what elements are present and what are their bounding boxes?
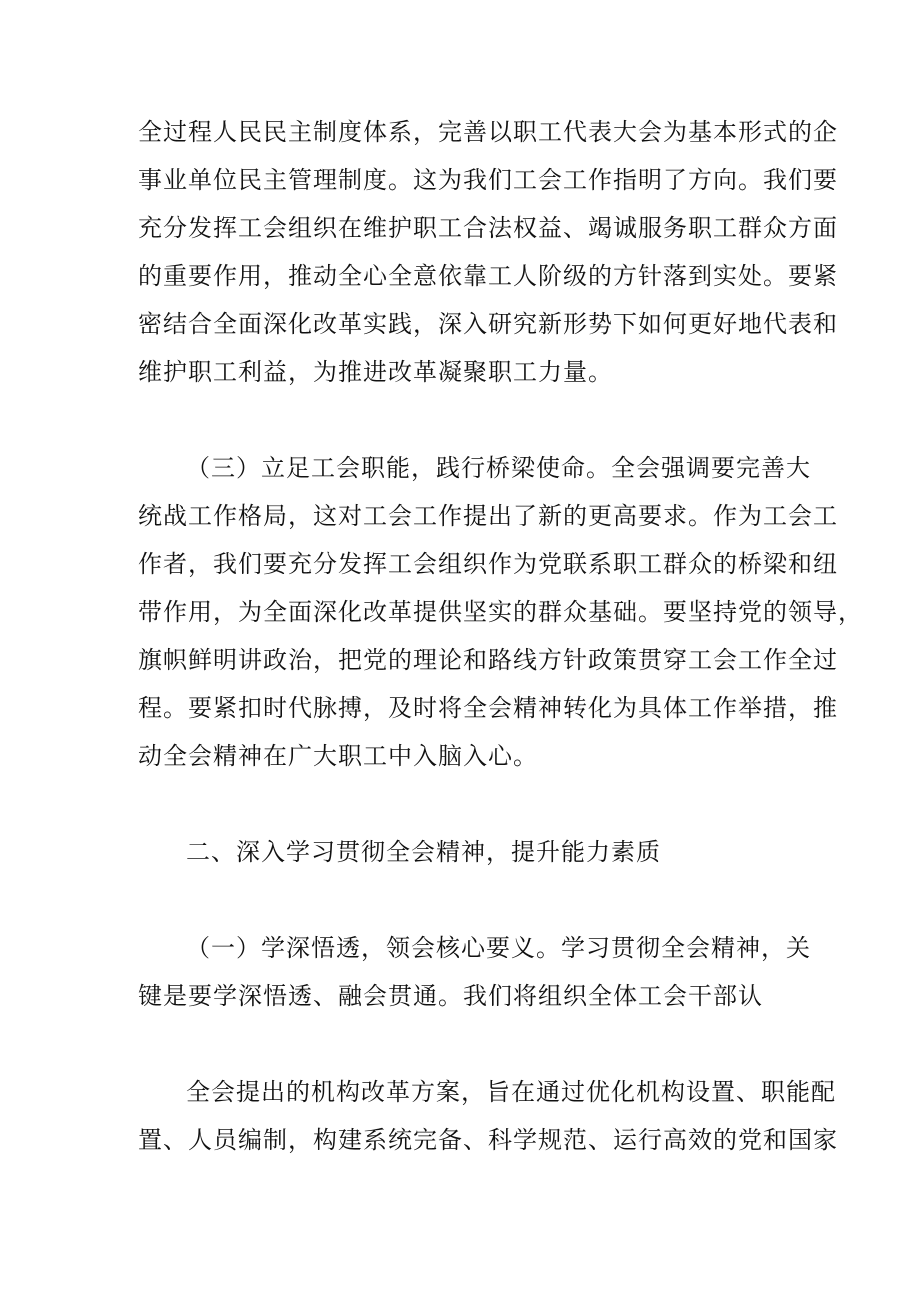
text-line: 程。要紧扣时代脉搏，及时将全会精神转化为具体工作举措，推 [138,694,838,722]
text-line: 全会提出的机构改革方案，旨在通过优化机构设置、职能配 [186,1078,836,1106]
text-line: 密结合全面深化改革实践，深入研究新形势下如何更好地代表和 [138,310,838,338]
heading-line: 二、深入学习贯彻全会精神，提升能力素质 [186,838,661,866]
text-line: 统战工作格局，这对工会工作提出了新的更高要求。作为工会工 [138,502,838,530]
text-line: （一）学深悟透，领会核心要义。学习贯彻全会精神，关 [186,934,811,962]
text-line: 旗帜鲜明讲政治，把党的理论和路线方针政策贯穿工会工作全过 [138,646,838,674]
text-line: （三）立足工会职能，践行桥梁使命。全会强调要完善大 [186,454,811,482]
text-line: 维护职工利益，为推进改革凝聚职工力量。 [138,358,613,386]
text-line: 充分发挥工会组织在维护职工合法权益、竭诚服务职工群众方面 [138,214,838,242]
text-line: 事业单位民主管理制度。这为我们工会工作指明了方向。我们要 [138,166,838,194]
text-line: 的重要作用，推动全心全意依靠工人阶级的方针落到实处。要紧 [138,262,838,290]
text-line: 全过程人民民主制度体系，完善以职工代表大会为基本形式的企 [138,118,838,146]
text-line: 带作用，为全面深化改革提供坚实的群众基础。要坚持党的领导， [138,598,863,626]
text-line: 置、人员编制，构建系统完备、科学规范、运行高效的党和国家 [138,1126,838,1154]
text-line: 动全会精神在广大职工中入脑入心。 [138,742,538,770]
text-line: 作者，我们要充分发挥工会组织作为党联系职工群众的桥梁和纽 [138,550,838,578]
text-line: 键是要学深悟透、融会贯通。我们将组织全体工会干部认 [138,982,763,1010]
